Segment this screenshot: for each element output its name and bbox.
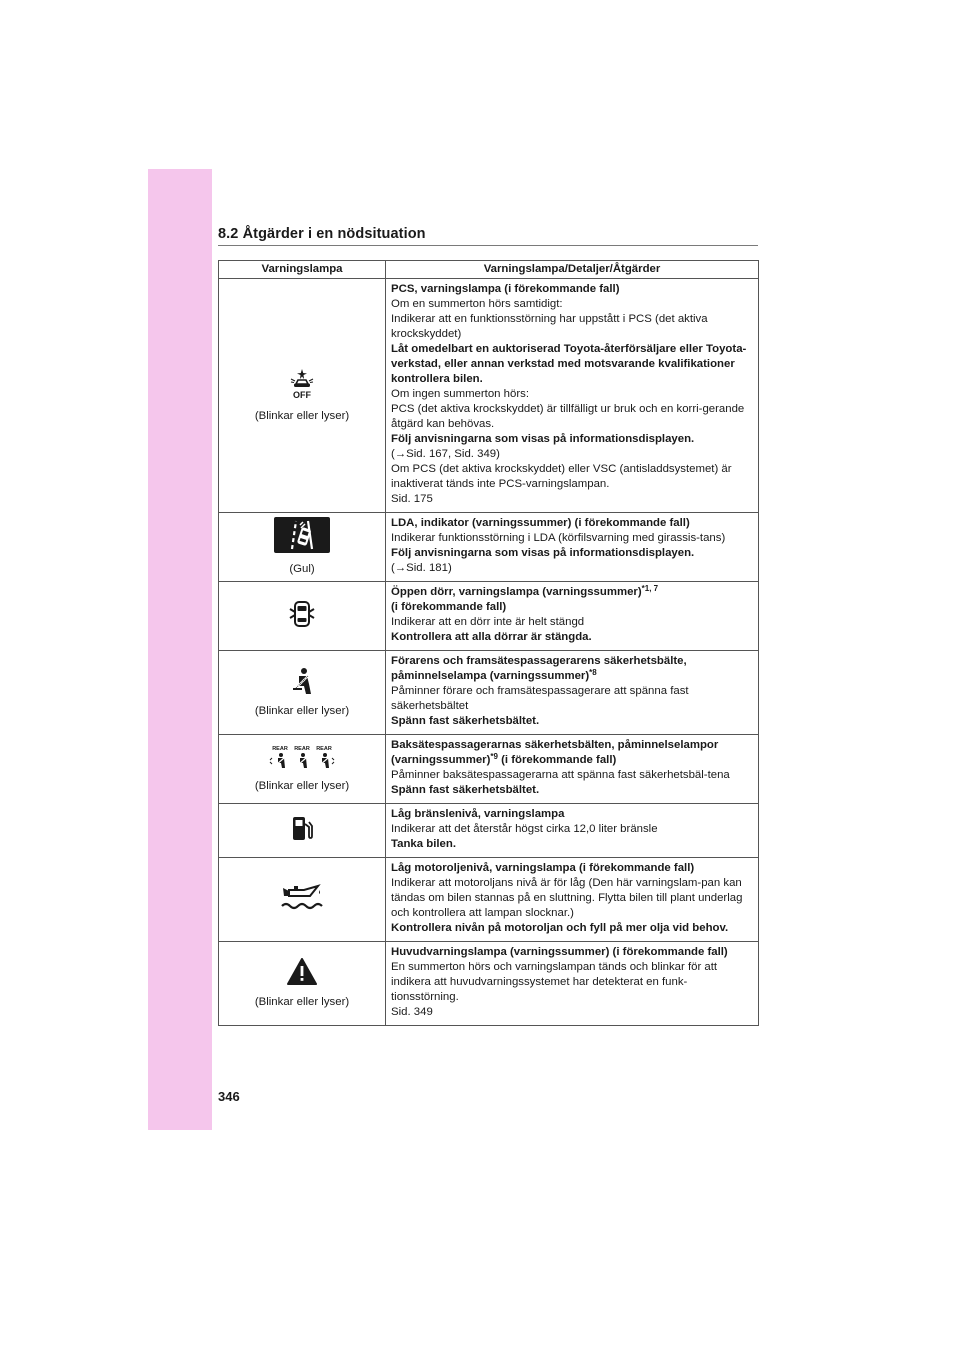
- footnote-ref: *9: [490, 752, 498, 761]
- warning-light-cell: [219, 942, 386, 1026]
- description-text: Indikerar funktionsstörning i LDA (körfilsvarning med girassis-tans): [391, 532, 726, 544]
- rear-seatbelt-icon: [269, 744, 335, 770]
- description-text: PCS (det aktiva krockskyddet) är tillfälligt ur bruk och en korri-gerande åtgärd kan behövas.: [391, 403, 745, 430]
- instruction-text: Kontrollera att alla dörrar är stängda.: [391, 631, 592, 643]
- icon-caption: (Blinkar eller lyser): [254, 780, 350, 792]
- description-cell: [386, 651, 759, 735]
- description-cell: [386, 735, 759, 804]
- description-cell: [386, 513, 759, 582]
- warning-light-cell: [219, 858, 386, 942]
- description-text: Sid. 175: [391, 493, 433, 505]
- lda-icon: [274, 517, 330, 553]
- seatbelt-icon: [290, 667, 314, 695]
- table-row: [219, 804, 759, 858]
- table-row: [219, 651, 759, 735]
- warning-light-cell: [219, 513, 386, 582]
- icon-caption: (Gul): [289, 563, 315, 575]
- instruction-text: (i förekommande fall): [391, 601, 507, 613]
- description-text: Påminner förare och framsätespassagerare att spänna fast säkerhetsbältet: [391, 685, 689, 712]
- oil-can-icon: [280, 882, 324, 912]
- description-text: Om en summerton hörs samtidigt:: [391, 298, 563, 310]
- instruction-text: Låg motoroljenivå, varningslampa (i förekommande fall): [391, 862, 695, 874]
- chapter-side-tab: [148, 169, 212, 1130]
- instruction-text: [391, 738, 754, 768]
- warning-light-cell: [219, 582, 386, 651]
- description-text: Indikerar att motoroljans nivå är för låg (Den här varningslam-pan kan tändas om bilen stannas på en sluttning. Flytta bilen till plant underlag och kontrollera att lampan slocknar.): [391, 877, 743, 919]
- table-row: [219, 582, 759, 651]
- description-text: En summerton hörs och varningslampan tänds och blinkar för att indikera att huvudvarningssystemet har detekterat en funk-tionsstörning.: [391, 961, 718, 1003]
- warning-light-cell: [219, 279, 386, 513]
- instruction-text: LDA, indikator (varningssummer) (i förekommande fall): [391, 517, 690, 529]
- icon-caption: (Blinkar eller lyser): [254, 409, 350, 422]
- icon-caption: (Blinkar eller lyser): [254, 995, 350, 1008]
- icon-caption: (Blinkar eller lyser): [254, 704, 350, 717]
- description-cell: [386, 279, 759, 513]
- description-text: Om ingen summerton hörs:: [391, 388, 530, 400]
- footnote-ref: *1, 7: [641, 584, 659, 593]
- instruction-text: Spänn fast säkerhetsbältet.: [391, 715, 540, 727]
- instruction-text: Följ anvisningarna som visas på informationsdisplayen.: [391, 547, 695, 559]
- table-row: [219, 942, 759, 1026]
- description-text: Indikerar att det återstår högst cirka 12,0 liter bränsle: [391, 823, 658, 835]
- footnote-ref: *8: [589, 668, 597, 677]
- description-text: (→Sid. 181): [391, 562, 452, 574]
- table-row: [219, 513, 759, 582]
- description-text: Sid. 349: [391, 1006, 433, 1018]
- table-header-row: [219, 261, 759, 279]
- warning-light-cell: [219, 651, 386, 735]
- instruction-text: Kontrollera nivån på motoroljan och fyll på mer olja vid behov.: [391, 922, 729, 934]
- instruction-text: Huvudvarningslampa (varningssummer) (i förekommande fall): [391, 946, 728, 958]
- title-divider: [218, 245, 758, 246]
- instruction-text: PCS, varningslampa (i förekommande fall): [391, 283, 620, 295]
- line-text: Öppen dörr, varningslampa (varningssummer): [391, 586, 642, 598]
- instruction-text: Låt omedelbart en auktoriserad Toyota-återförsäljare eller Toyota-verkstad, eller annan verkstad med motsvarande kvalifikationer kontrollera bilen.: [391, 343, 747, 385]
- instruction-text: [391, 585, 754, 600]
- description-text: Påminner baksätespassagerarna att spänna fast säkerhetsbäl-tena: [391, 769, 730, 781]
- svg-text:REAR: REAR: [272, 746, 288, 752]
- svg-text:REAR: REAR: [316, 746, 332, 752]
- page-number: 346: [218, 1089, 240, 1104]
- warning-lights-table: [218, 260, 759, 1026]
- fuel-pump-icon: [290, 814, 314, 842]
- description-text: Indikerar att en funktionsstörning har uppstått i PCS (det aktiva krockskyddet): [391, 313, 708, 340]
- svg-text:REAR: REAR: [294, 746, 310, 752]
- warning-light-cell: [219, 735, 386, 804]
- description-cell: [386, 858, 759, 942]
- svg-text:OFF: OFF: [293, 389, 311, 400]
- description-text: Indikerar att en dörr inte är helt stängd: [391, 616, 585, 628]
- table-row: [219, 279, 759, 513]
- column-header-details: Varningslampa/Detaljer/Åtgärder: [386, 261, 759, 279]
- description-cell: [386, 804, 759, 858]
- table-row: [219, 735, 759, 804]
- instruction-text: Tanka bilen.: [391, 838, 456, 850]
- open-door-icon: [289, 600, 315, 628]
- line-text: Förarens och framsätespassagerarens säkerhetsbälte, påminnelselampa (varningssummer): [391, 655, 687, 682]
- pcs-off-icon: [287, 368, 317, 400]
- table-row: [219, 858, 759, 942]
- description-text: Om PCS (det aktiva krockskyddet) eller VSC (antisladdsystemet) är inaktiverat tänds inte PCS-varningslampan.: [391, 463, 732, 490]
- warning-light-cell: [219, 804, 386, 858]
- instruction-text: Spänn fast säkerhetsbältet.: [391, 784, 540, 796]
- instruction-text: Låg bränslenivå, varningslampa: [391, 808, 565, 820]
- instruction-text: Följ anvisningarna som visas på informationsdisplayen.: [391, 433, 695, 445]
- line-suffix: (i förekommande fall): [497, 754, 617, 766]
- description-cell: [386, 582, 759, 651]
- column-header-warning-light: Varningslampa: [219, 261, 386, 279]
- instruction-text: [391, 654, 754, 684]
- line-text: Baksätespassagerarnas säkerhetsbälten, påminnelselampor (varningssummer): [391, 739, 719, 766]
- description-text: (→Sid. 167, Sid. 349): [391, 448, 500, 460]
- section-title: 8.2 Åtgärder i en nödsituation: [218, 226, 426, 242]
- master-warning-icon: [287, 958, 317, 986]
- description-cell: [386, 942, 759, 1026]
